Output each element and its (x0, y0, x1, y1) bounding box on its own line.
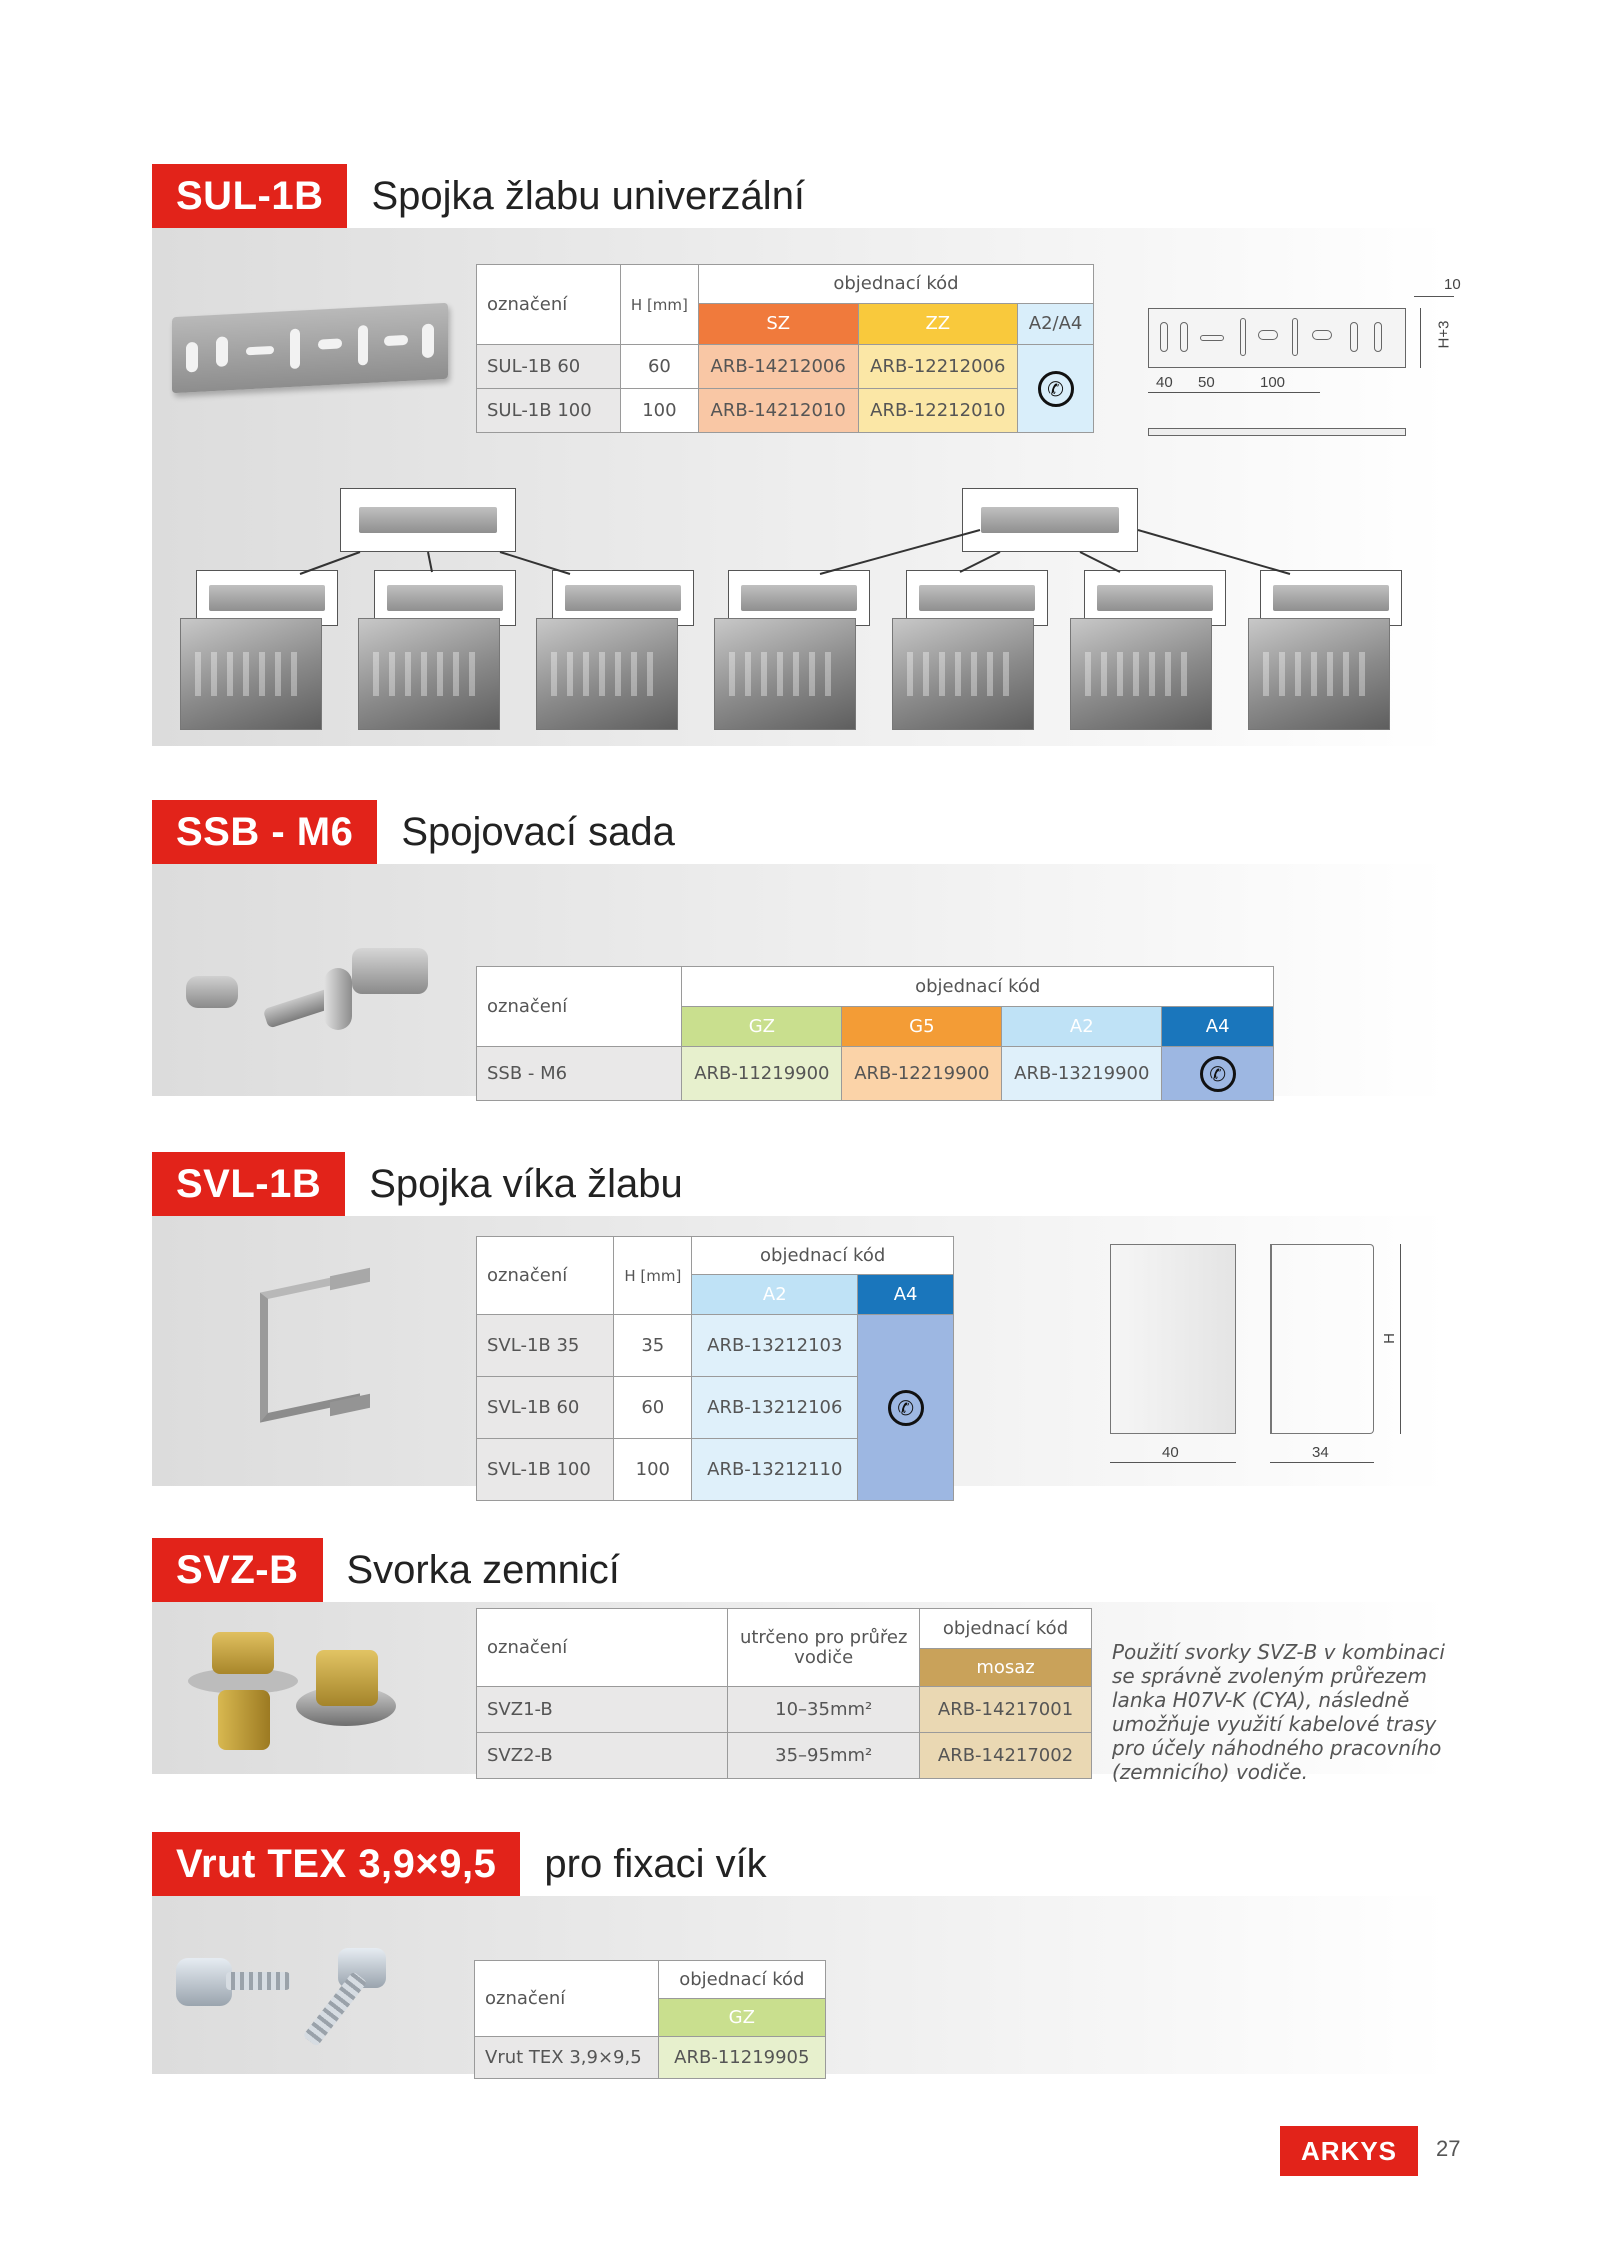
header-designation: označení (477, 1237, 614, 1315)
brand-logo: ARKYS (1280, 2126, 1418, 2176)
row-designation: SVZ2-B (477, 1733, 728, 1779)
row-designation: SVZ1-B (477, 1687, 728, 1733)
section-title: Spojka žlabu univerzální (371, 173, 806, 218)
section-title: Spojovací sada (401, 809, 675, 854)
header-finish-g5: G5 (842, 1007, 1002, 1047)
section-title: Svorka zemnicí (346, 1547, 620, 1592)
row-height: 60 (620, 345, 698, 389)
header-order-code: objednací kód (692, 1237, 954, 1275)
row-code-brass: ARB-14217002 (920, 1733, 1092, 1779)
section-header-svz-b (152, 1538, 620, 1602)
header-finish-a4: A4 (858, 1275, 954, 1315)
row-code-a2: ARB-13212110 (692, 1439, 858, 1501)
header-height: H [mm] (614, 1237, 692, 1315)
phone-icon[interactable]: ✆ (1038, 371, 1074, 407)
phone-cell[interactable] (858, 1315, 954, 1501)
row-code-brass: ARB-14217001 (920, 1687, 1092, 1733)
header-designation: označení (477, 967, 682, 1047)
diagram-arrows (0, 0, 1600, 760)
row-code-gz: ARB-11219905 (658, 2037, 825, 2079)
order-table-vrut-tex (474, 1960, 826, 2079)
dim-label: H (1380, 1333, 1398, 1344)
header-finish-a4: A4 (1162, 1007, 1274, 1047)
header-order-code: objednací kód (920, 1609, 1092, 1649)
header-order-code: objednací kód (698, 265, 1093, 304)
row-designation: SUL-1B 60 (477, 345, 621, 389)
row-height: 60 (614, 1377, 692, 1439)
header-finish-brass: mosaz (920, 1649, 1092, 1687)
section-header-vrut-tex (152, 1832, 767, 1896)
row-designation: SVL-1B 35 (477, 1315, 614, 1377)
header-finish-zz: ZZ (858, 303, 1018, 344)
row-code-zz: ARB-12212010 (858, 389, 1018, 433)
header-finish-a2: A2 (692, 1275, 858, 1315)
phone-cell[interactable] (1162, 1047, 1274, 1101)
usage-note: Použití svorky SVZ-B v kombinaci se správně zvoleným průřezem lanka H07V-K (CYA), následně umožňuje využití kabelové trasy pro účely náhodného pracovního (zemnicího) vodiče. (1112, 1640, 1445, 1784)
row-code-g5: ARB-12219900 (842, 1047, 1002, 1101)
order-table-svl-1b (476, 1236, 954, 1501)
section-title: Spojka víka žlabu (369, 1161, 683, 1206)
dim-label: 10 (1444, 276, 1461, 293)
row-height: 100 (614, 1439, 692, 1501)
dim-label: 40 (1162, 1444, 1179, 1461)
phone-icon[interactable]: ✆ (1200, 1056, 1236, 1092)
dim-label: H+3 (1435, 320, 1453, 349)
row-code-sz: ARB-14212010 (698, 389, 858, 433)
header-cable-range: utrčeno pro průřez vodiče (728, 1609, 920, 1687)
order-table-svz-b (476, 1608, 1092, 1779)
row-code-zz: ARB-12212006 (858, 345, 1018, 389)
header-order-code: objednací kód (682, 967, 1274, 1007)
row-code-a2: ARB-13212106 (692, 1377, 858, 1439)
header-designation: označení (475, 1961, 659, 2037)
product-code-badge: SUL-1B (152, 164, 347, 228)
row-designation: SUL-1B 100 (477, 389, 621, 433)
header-order-code: objednací kód (658, 1961, 825, 1999)
row-code-a2: ARB-13212103 (692, 1315, 858, 1377)
dim-label: 50 (1198, 374, 1215, 391)
row-code-a2: ARB-13219900 (1002, 1047, 1162, 1101)
row-designation: SVL-1B 100 (477, 1439, 614, 1501)
row-code-sz: ARB-14212006 (698, 345, 858, 389)
row-height: 35 (614, 1315, 692, 1377)
row-cable-range: 35–95mm² (728, 1733, 920, 1779)
row-cable-range: 10–35mm² (728, 1687, 920, 1733)
phone-icon[interactable]: ✆ (888, 1390, 924, 1426)
row-designation: SSB - M6 (477, 1047, 682, 1101)
product-code-badge: SVZ-B (152, 1538, 323, 1602)
section-title: pro fixaci vík (544, 1841, 767, 1886)
page-number: 27 (1436, 2136, 1461, 2161)
header-designation: označení (477, 1609, 728, 1687)
row-designation: Vrut TEX 3,9×9,5 (475, 2037, 659, 2079)
header-finish-gz: GZ (682, 1007, 842, 1047)
section-header-ssb-m6 (152, 800, 675, 864)
header-finish-a2a4: A2/A4 (1018, 303, 1094, 344)
product-code-badge: SVL-1B (152, 1152, 345, 1216)
header-designation: označení (477, 265, 621, 345)
product-code-badge: Vrut TEX 3,9×9,5 (152, 1832, 520, 1896)
row-height: 100 (620, 389, 698, 433)
dim-label: 100 (1260, 374, 1286, 391)
product-code-badge: SSB - M6 (152, 800, 377, 864)
header-finish-a2: A2 (1002, 1007, 1162, 1047)
header-finish-gz: GZ (658, 1999, 825, 2037)
header-finish-sz: SZ (698, 303, 858, 344)
header-height: H [mm] (620, 265, 698, 345)
order-table-ssb-m6 (476, 966, 1274, 1101)
row-code-gz: ARB-11219900 (682, 1047, 842, 1101)
dim-label: 34 (1312, 1444, 1329, 1461)
dim-label: 40 (1156, 374, 1173, 391)
row-designation: SVL-1B 60 (477, 1377, 614, 1439)
section-header-svl-1b (152, 1152, 683, 1216)
